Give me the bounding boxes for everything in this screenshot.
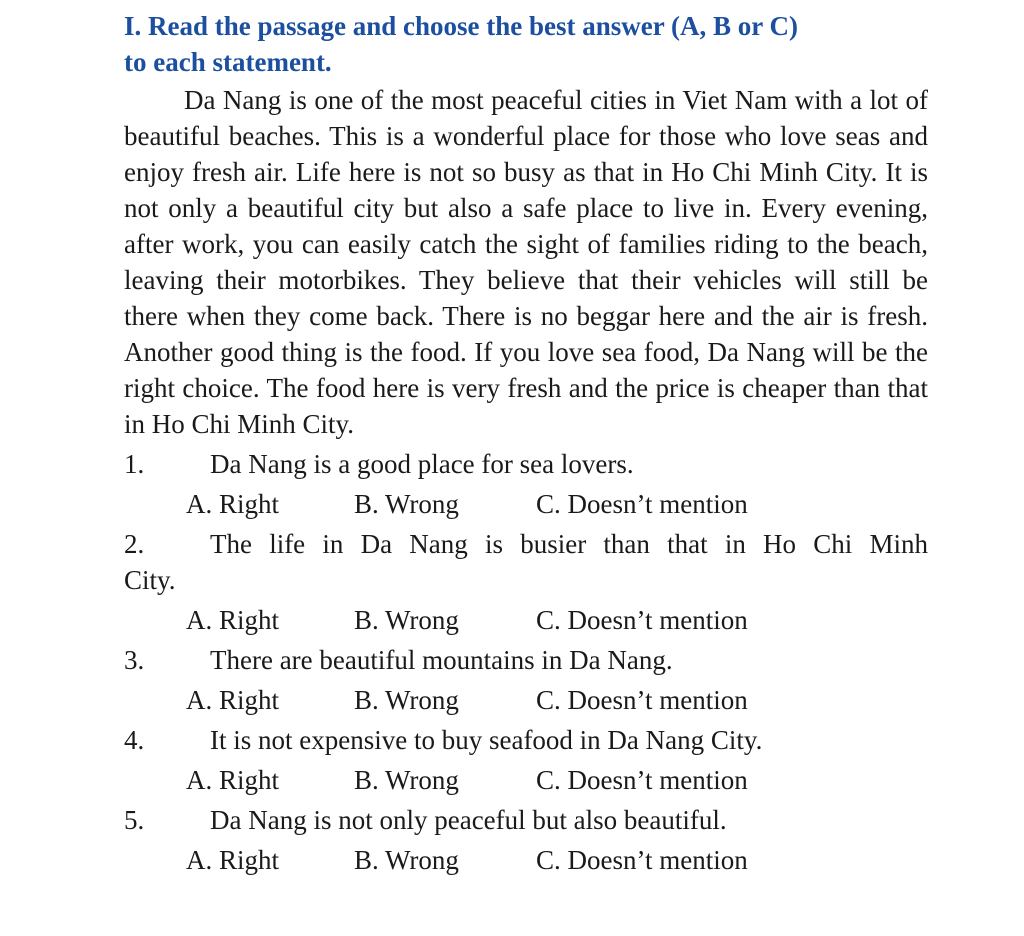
question-text: There are beautiful mountains in Da Nang. <box>210 645 673 675</box>
question-text: It is not expensive to buy seafood in Da Nang City. <box>210 725 763 755</box>
option-b[interactable]: B. Wrong <box>354 765 459 795</box>
option-b[interactable]: B. Wrong <box>354 605 459 635</box>
option-a[interactable]: A. Right <box>186 489 280 519</box>
heading-line-1: I. Read the passage and choose the best answer (A, B or C) <box>124 11 799 41</box>
option-c[interactable]: C. Doesn’t mention <box>536 845 748 875</box>
option-a[interactable]: A. Right <box>186 605 280 635</box>
question-5 <box>124 802 928 838</box>
option-b[interactable]: B. Wrong <box>354 489 459 519</box>
question-2 <box>124 526 928 598</box>
option-b[interactable]: B. Wrong <box>354 845 459 875</box>
option-c[interactable]: C. Doesn’t mention <box>536 489 748 519</box>
question-text: Da Nang is not only peaceful but also beautiful. <box>210 805 727 835</box>
question-number: 3. <box>124 645 145 675</box>
question-text: The life in Da Nang is busier than that in Ho Chi Minh <box>210 529 928 559</box>
question-1 <box>124 446 928 482</box>
exercise-heading <box>124 8 928 80</box>
question-4 <box>124 722 928 758</box>
question-5-options <box>124 842 928 878</box>
question-3 <box>124 642 928 678</box>
question-4-options <box>124 762 928 798</box>
question-number: 4. <box>124 725 145 755</box>
question-3-options <box>124 682 928 718</box>
heading-line-2: to each statement. <box>124 47 332 77</box>
option-a[interactable]: A. Right <box>186 685 280 715</box>
question-1-options <box>124 486 928 522</box>
option-c[interactable]: C. Doesn’t mention <box>536 685 748 715</box>
question-number: 1. <box>124 449 145 479</box>
option-c[interactable]: C. Doesn’t mention <box>536 605 748 635</box>
option-c[interactable]: C. Doesn’t mention <box>536 765 748 795</box>
option-b[interactable]: B. Wrong <box>354 685 459 715</box>
question-text: Da Nang is a good place for sea lovers. <box>210 449 634 479</box>
exercise-page <box>124 8 928 878</box>
question-number: 2. <box>124 529 145 559</box>
question-number: 5. <box>124 805 145 835</box>
reading-passage: Da Nang is one of the most peaceful cities in Viet Nam with a lot of beautiful beaches. This is a wonderful place for those who love seas and enjoy fresh air. Life here is not so busy as that in Ho Chi Minh City. It is not only a beautiful city but also a safe place to live in. Every evening, after work, you can easily catch the sight of families riding to the beach, leaving their motorbikes. They believe that their vehicles will still be there when they come back. There is no beggar here and the air is fresh. Another good thing is the food. If you love sea food, Da Nang will be the right choice. The food here is very fresh and the price is cheaper than that in Ho Chi Minh City. <box>124 85 928 439</box>
question-text-continuation: City. <box>124 565 176 595</box>
question-2-options <box>124 602 928 638</box>
option-a[interactable]: A. Right <box>186 765 280 795</box>
option-a[interactable]: A. Right <box>186 845 280 875</box>
